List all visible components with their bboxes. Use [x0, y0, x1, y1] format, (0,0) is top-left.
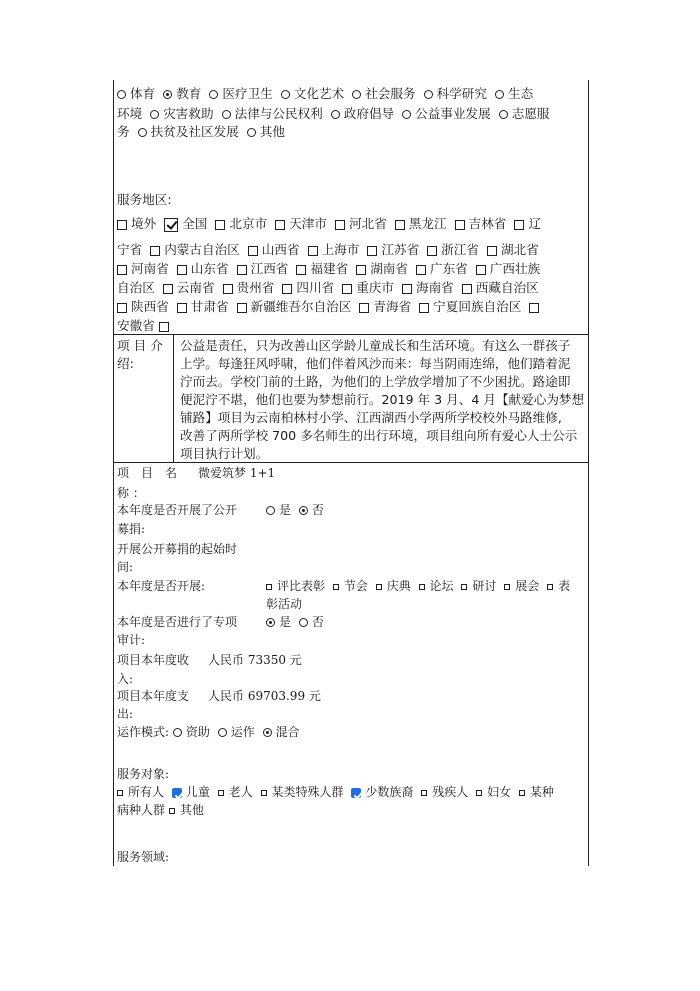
project-name-label: 称 ： — [117, 486, 145, 500]
checkbox-icon — [282, 284, 292, 294]
radio-icon — [495, 90, 504, 99]
service-field-label: 服务领域: — [117, 850, 170, 864]
checkbox-option[interactable]: 河南省 — [117, 259, 169, 279]
checkbox-icon — [237, 303, 247, 313]
audit-label: 本年度是否进行了专项 — [117, 615, 238, 629]
radio-option[interactable]: 否 — [299, 612, 324, 632]
checkbox-icon — [376, 584, 382, 590]
radio-icon — [222, 110, 231, 119]
checkbox-option[interactable]: 江西省 — [237, 259, 289, 279]
checkbox-icon — [261, 790, 267, 796]
audit-options — [266, 612, 328, 632]
checkbox-icon — [117, 220, 127, 230]
checkbox-icon — [476, 790, 482, 796]
checkbox-option[interactable]: 某种 — [519, 782, 554, 802]
checkbox-option[interactable]: 新疆维吾尔自治区 — [237, 297, 352, 317]
checkbox-icon — [342, 284, 352, 294]
checkbox-icon — [117, 303, 127, 313]
checkbox-checked-icon — [172, 788, 182, 798]
public-fundraising-options — [266, 500, 328, 520]
checkbox-option[interactable]: 山东省 — [177, 259, 229, 279]
checkbox-icon — [367, 246, 377, 256]
radio-option[interactable]: 是 — [266, 500, 291, 520]
radio-icon — [352, 90, 361, 99]
checkbox-option[interactable]: 少数族裔 — [351, 782, 413, 802]
checkbox-icon — [266, 584, 272, 590]
radio-option[interactable]: 公益事业发展 — [402, 104, 491, 124]
checkbox-option[interactable]: 老人 — [218, 782, 253, 802]
radio-icon — [150, 110, 159, 119]
checkbox-icon — [547, 584, 553, 590]
service-targets-label: 服务对象: — [117, 767, 170, 781]
checkbox-option[interactable]: 海南省 — [402, 278, 454, 298]
checkbox-option[interactable]: 节会 — [333, 576, 368, 596]
checkbox-option[interactable]: 湖北省 — [487, 240, 539, 260]
radio-icon — [424, 90, 433, 99]
checkbox-option[interactable]: 评比表彰 — [266, 576, 325, 596]
checkbox-option[interactable]: 内蒙古自治区 — [150, 240, 240, 260]
activities-label: 本年度是否开展: — [117, 579, 206, 593]
public-fundraising-label: 本年度是否开展了公开 — [117, 503, 238, 517]
project-intro-label: 绍: — [117, 356, 134, 371]
project-intro-label: 项 目 介 — [117, 338, 163, 353]
checkbox-icon — [356, 265, 366, 275]
checkbox-option[interactable]: 西藏自治区 — [462, 278, 539, 298]
radio-icon — [402, 110, 411, 119]
checkbox-icon — [487, 246, 497, 256]
fundraising-start-label: 间: — [117, 560, 134, 574]
checkbox-icon — [514, 220, 524, 230]
checkbox-option[interactable]: 山西省 — [248, 240, 300, 260]
radio-option[interactable]: 其他 — [247, 122, 285, 142]
checkbox-option[interactable]: 展会 — [504, 576, 539, 596]
radio-option[interactable]: 法律与公民权利 — [222, 104, 323, 124]
checkbox-icon — [117, 790, 123, 796]
checkbox-icon — [169, 808, 175, 814]
checkbox-option[interactable]: 河北省 — [335, 214, 387, 234]
checkbox-option[interactable]: 庆典 — [376, 576, 411, 596]
radio-icon — [247, 128, 256, 137]
checkbox-icon — [416, 265, 426, 275]
checkbox-icon — [150, 246, 160, 256]
radio-icon — [499, 110, 508, 119]
row-divider — [113, 334, 589, 335]
checkbox-option[interactable]: 研讨 — [461, 576, 496, 596]
service-region-label: 服务地区: — [117, 192, 172, 207]
checkbox-icon — [402, 284, 412, 294]
checkbox-icon — [223, 284, 233, 294]
operation-mode-label: 运作模式: — [117, 725, 170, 739]
radio-icon — [331, 110, 340, 119]
checkbox-option[interactable]: 贵州省 — [223, 278, 275, 298]
radio-option[interactable]: 灾害救助 — [150, 104, 213, 124]
checkbox-icon — [419, 584, 425, 590]
income-value: 人民币 73350 元 — [208, 653, 302, 667]
checkbox-option[interactable]: 广西壮族 — [476, 259, 540, 279]
checkbox-icon — [519, 790, 525, 796]
checkbox-option[interactable]: 北京市 — [215, 214, 267, 234]
checkbox-option[interactable]: 妇女 — [476, 782, 511, 802]
checkbox-icon — [476, 265, 486, 275]
expense-value: 人民币 69703.99 元 — [208, 689, 321, 703]
radio-selected-icon — [263, 728, 272, 737]
checkbox-option[interactable]: 其他 — [169, 800, 204, 820]
radio-icon — [209, 90, 218, 99]
project-name-value: 微爱筑梦 1+1 — [198, 466, 276, 480]
project-name-label: 项 目 名 — [117, 466, 178, 480]
radio-icon — [281, 90, 290, 99]
checkbox-icon — [461, 584, 467, 590]
checkbox-icon — [159, 322, 169, 332]
checkbox-option[interactable]: 上海市 — [308, 240, 360, 260]
checkbox-icon — [455, 220, 465, 230]
checkbox-icon — [395, 220, 405, 230]
radio-option[interactable]: 科学研究 — [424, 84, 487, 104]
checkbox-option[interactable]: 宁夏回族自治区 — [419, 297, 521, 317]
checkbox-icon — [237, 265, 247, 275]
checkbox-icon — [462, 284, 472, 294]
checkbox-icon — [529, 303, 539, 313]
radio-icon — [266, 506, 275, 515]
checkbox-option[interactable]: 某类特殊人群 — [261, 782, 344, 802]
checkbox-option[interactable]: 陕西省 — [117, 297, 169, 317]
radio-icon — [299, 618, 308, 627]
checkbox-option[interactable]: 残疾人 — [421, 782, 468, 802]
radio-option[interactable]: 教育 — [163, 84, 201, 104]
checkbox-option[interactable]: 表 — [547, 576, 570, 596]
expense-label: 项目本年度支 — [117, 689, 190, 703]
radio-option[interactable]: 资助 — [173, 722, 210, 742]
radio-option[interactable]: 社会服务 — [352, 84, 415, 104]
radio-option[interactable]: 否 — [299, 500, 324, 520]
fundraising-start-label: 开展公开募捐的起始时 — [117, 542, 238, 556]
checkbox-icon — [333, 584, 339, 590]
checkbox-icon — [215, 220, 225, 230]
checkbox-checked-icon — [351, 788, 361, 798]
checkbox-option[interactable] — [529, 297, 543, 317]
checkbox-option[interactable]: 江苏省 — [367, 240, 419, 260]
service-targets-group — [117, 782, 558, 802]
table-right-border — [588, 80, 589, 866]
checkbox-icon — [163, 284, 173, 294]
checkbox-icon — [275, 220, 285, 230]
checkbox-checked-icon — [164, 218, 178, 232]
checkbox-option[interactable]: 青海省 — [359, 297, 411, 317]
intro-column-divider — [173, 334, 174, 462]
radio-selected-icon — [163, 90, 172, 99]
checkbox-icon — [359, 303, 369, 313]
checkbox-icon — [421, 790, 427, 796]
radio-option[interactable]: 扶贫及社区发展 — [138, 122, 239, 142]
checkbox-option[interactable]: 论坛 — [419, 576, 454, 596]
radio-option[interactable]: 是 — [266, 612, 291, 632]
checkbox-icon — [296, 265, 306, 275]
radio-option[interactable]: 体育 — [117, 84, 155, 104]
radio-option[interactable]: 运作 — [218, 722, 255, 742]
radio-icon — [218, 728, 227, 737]
checkbox-option[interactable]: 广东省 — [416, 259, 468, 279]
checkbox-icon — [335, 220, 345, 230]
radio-icon — [138, 128, 147, 137]
income-label: 项目本年度收 — [117, 653, 190, 667]
checkbox-option[interactable]: 辽 — [514, 214, 541, 234]
radio-option[interactable]: 政府倡导 — [331, 104, 394, 124]
checkbox-option[interactable]: 甘肃省 — [177, 297, 229, 317]
checkbox-option[interactable]: 四川省 — [282, 278, 334, 298]
checkbox-option[interactable]: 儿童 — [172, 782, 210, 802]
checkbox-option[interactable]: 云南省 — [163, 278, 215, 298]
checkbox-icon — [218, 790, 224, 796]
radio-option[interactable]: 混合 — [263, 722, 300, 742]
radio-option[interactable]: 医疗卫生 — [209, 84, 272, 104]
checkbox-icon — [419, 303, 429, 313]
checkbox-option[interactable]: 吉林省 — [455, 214, 507, 234]
operation-mode-group — [117, 722, 304, 742]
checkbox-icon — [427, 246, 437, 256]
radio-selected-icon — [299, 506, 308, 515]
radio-selected-icon — [266, 618, 275, 627]
income-label: 入: — [117, 672, 134, 686]
checkbox-option[interactable]: 福建省 — [296, 259, 348, 279]
audit-label: 审计: — [117, 633, 146, 647]
radio-option[interactable]: 文化艺术 — [281, 84, 344, 104]
checkbox-option[interactable]: 全国 — [164, 214, 207, 234]
checkbox-icon — [248, 246, 258, 256]
radio-option[interactable]: 生态 — [495, 84, 533, 104]
radio-icon — [117, 90, 126, 99]
checkbox-option[interactable]: 境外 — [117, 214, 156, 234]
activities-options — [266, 576, 574, 596]
checkbox-option[interactable]: 重庆市 — [342, 278, 394, 298]
checkbox-icon — [177, 303, 187, 313]
checkbox-option[interactable]: 天津市 — [275, 214, 327, 234]
checkbox-icon — [117, 265, 127, 275]
checkbox-icon — [504, 584, 510, 590]
checkbox-option[interactable]: 所有人 — [117, 782, 164, 802]
checkbox-option[interactable]: 黑龙江 — [395, 214, 447, 234]
expense-label: 出: — [117, 707, 134, 721]
checkbox-option[interactable]: 湖南省 — [356, 259, 408, 279]
checkbox-icon — [308, 246, 318, 256]
public-fundraising-label: 募捐: — [117, 522, 146, 536]
checkbox-option[interactable]: 安徽省 — [117, 316, 173, 336]
table-left-border — [113, 80, 114, 866]
radio-option[interactable]: 志愿服 — [499, 104, 550, 124]
checkbox-option[interactable]: 浙江省 — [427, 240, 479, 260]
checkbox-icon — [177, 265, 187, 275]
radio-icon — [173, 728, 182, 737]
